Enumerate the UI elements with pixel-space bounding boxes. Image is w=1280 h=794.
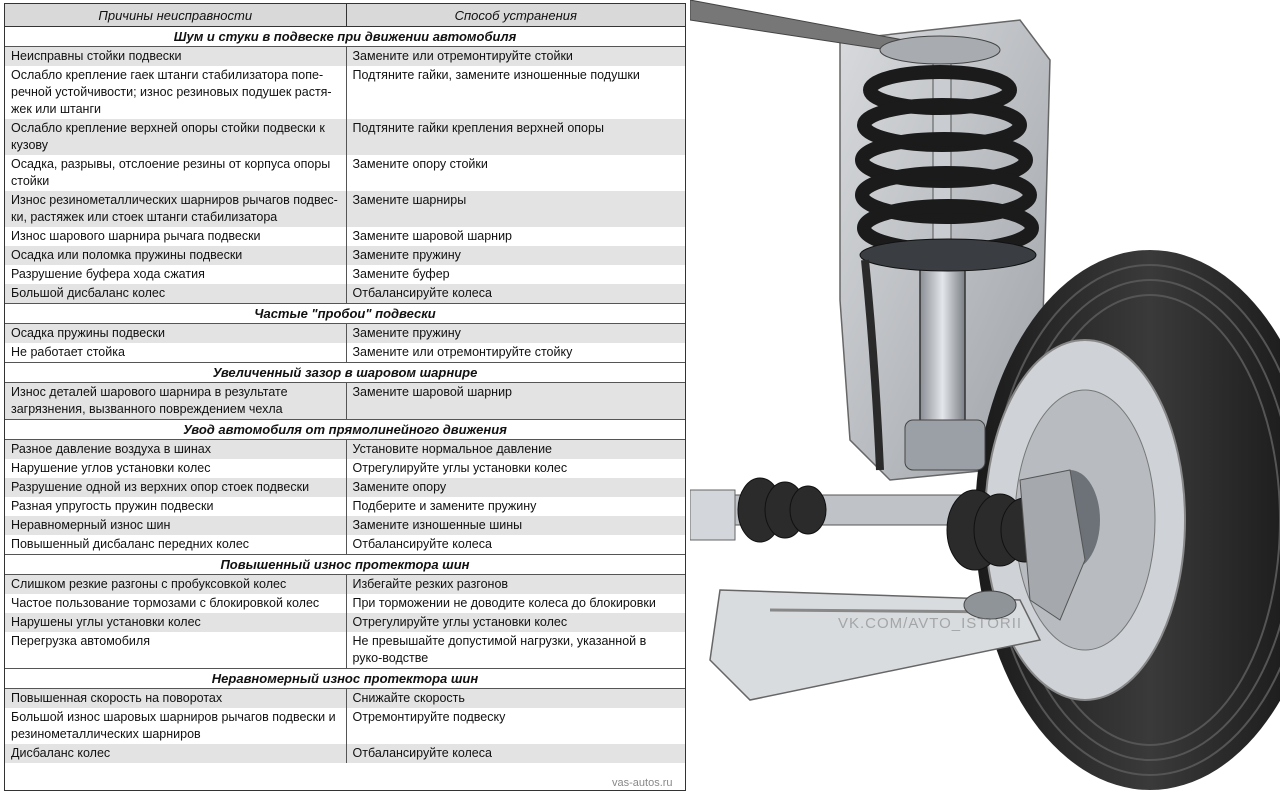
remedy-cell: Замените или отремонтируйте стойку: [346, 343, 685, 363]
remedy-cell: Подтяните гайки, замените изношенные подушки: [346, 66, 685, 119]
remedy-cell: Замените опору стойки: [346, 155, 685, 191]
table-row: [5, 343, 685, 363]
table-row: [5, 613, 685, 632]
cause-cell: Ослабло крепление гаек штанги стабилизатора попе-речной устойчивости; износ резиновых подушек растя-жек или штанги: [5, 66, 346, 119]
remedy-cell: Подберите и замените пружину: [346, 497, 685, 516]
remedy-cell: Замените пружину: [346, 324, 685, 344]
faults-table: [4, 3, 686, 791]
cause-cell: Осадка, разрывы, отслоение резины от корпуса опоры стойки: [5, 155, 346, 191]
cause-cell: Износ шарового шарнира рычага подвески: [5, 227, 346, 246]
table-row: [5, 516, 685, 535]
table-row: [5, 324, 685, 344]
table-row: [5, 440, 685, 460]
cause-cell: Повышенная скорость на поворотах: [5, 689, 346, 709]
cause-cell: Неисправны стойки подвески: [5, 47, 346, 67]
remedy-cell: Замените шаровой шарнир: [346, 227, 685, 246]
cause-cell: Разное давление воздуха в шинах: [5, 440, 346, 460]
table-row: [5, 191, 685, 227]
table-row: [5, 689, 685, 709]
table-row: [5, 459, 685, 478]
cause-cell: Нарушение углов установки колес: [5, 459, 346, 478]
cause-cell: Большой дисбаланс колес: [5, 284, 346, 304]
front-suspension-strut-and-wheel-icon: [690, 0, 1280, 794]
table-row: [5, 47, 685, 67]
table-row: [5, 265, 685, 284]
remedy-cell: Отбалансируйте колеса: [346, 535, 685, 555]
remedy-cell: Замените изношенные шины: [346, 516, 685, 535]
table-row: [5, 708, 685, 744]
table-row: [5, 497, 685, 516]
table-row: [5, 284, 685, 304]
table-header-row: [5, 4, 685, 27]
cause-cell: Слишком резкие разгоны с пробуксовкой колес: [5, 575, 346, 595]
cause-cell: Разрушение одной из верхних опор стоек подвески: [5, 478, 346, 497]
suspension-illustration: [690, 0, 1280, 794]
table-row: [5, 594, 685, 613]
table-row: [5, 744, 685, 763]
cause-cell: Ослабло крепление верхней опоры стойки подвески к кузову: [5, 119, 346, 155]
remedy-cell: Отрегулируйте углы установки колес: [346, 613, 685, 632]
section-row: [5, 304, 685, 324]
remedy-cell: Отрегулируйте углы установки колес: [346, 459, 685, 478]
cause-cell: Повышенный дисбаланс передних колес: [5, 535, 346, 555]
remedy-cell: Установите нормальное давление: [346, 440, 685, 460]
section-title: Неравномерный износ протектора шин: [5, 669, 685, 689]
cause-cell: Перегрузка автомобиля: [5, 632, 346, 669]
watermark-text: VK.COM/AVTO_ISTORII: [838, 615, 1023, 632]
table-row: [5, 478, 685, 497]
remedy-cell: Замените буфер: [346, 265, 685, 284]
remedy-cell: Подтяните гайки крепления верхней опоры: [346, 119, 685, 155]
section-row: [5, 555, 685, 575]
table-row: [5, 535, 685, 555]
source-credit: vas-autos.ru: [612, 777, 673, 789]
cause-cell: Дисбаланс колес: [5, 744, 346, 763]
remedy-cell: Не превышайте допустимой нагрузки, указанной в руко-водстве: [346, 632, 685, 669]
cause-cell: Износ деталей шарового шарнира в результате загрязнения, вызванного повреждением чехла: [5, 383, 346, 420]
section-row: [5, 669, 685, 689]
section-row: [5, 420, 685, 440]
cause-cell: Осадка или поломка пружины подвески: [5, 246, 346, 265]
remedy-cell: Замените опору: [346, 478, 685, 497]
cause-cell: Осадка пружины подвески: [5, 324, 346, 344]
remedy-cell: Замените или отремонтируйте стойки: [346, 47, 685, 67]
cause-cell: Большой износ шаровых шарниров рычагов подвески и резинометаллических шарниров: [5, 708, 346, 744]
section-title: Шум и стуки в подвеске при движении автомобиля: [5, 27, 685, 47]
remedy-cell: Замените пружину: [346, 246, 685, 265]
cause-cell: Разрушение буфера хода сжатия: [5, 265, 346, 284]
cause-cell: Разная упругость пружин подвески: [5, 497, 346, 516]
section-row: [5, 27, 685, 47]
remedy-cell: Отбалансируйте колеса: [346, 284, 685, 304]
section-title: Повышенный износ протектора шин: [5, 555, 685, 575]
column-header-remedies: Способ устранения: [346, 4, 685, 27]
table-row: [5, 119, 685, 155]
cause-cell: Не работает стойка: [5, 343, 346, 363]
remedy-cell: При торможении не доводите колеса до блокировки: [346, 594, 685, 613]
cause-cell: Нарушены углы установки колес: [5, 613, 346, 632]
cause-cell: Неравномерный износ шин: [5, 516, 346, 535]
table-row: [5, 632, 685, 669]
remedy-cell: Отбалансируйте колеса: [346, 744, 685, 763]
table-row: [5, 575, 685, 595]
table-row: [5, 227, 685, 246]
section-row: [5, 363, 685, 383]
table-row: [5, 155, 685, 191]
column-header-causes: Причины неисправности: [5, 4, 346, 27]
remedy-cell: Избегайте резких разгонов: [346, 575, 685, 595]
table-row: [5, 66, 685, 119]
cause-cell: Частое пользование тормозами с блокировкой колес: [5, 594, 346, 613]
table-row: [5, 383, 685, 420]
remedy-cell: Снижайте скорость: [346, 689, 685, 709]
remedy-cell: Замените шарниры: [346, 191, 685, 227]
cause-cell: Износ резинометаллических шарниров рычагов подвес-ки, растяжек или стоек штанги стабилизатора: [5, 191, 346, 227]
section-title: Увеличенный зазор в шаровом шарнире: [5, 363, 685, 383]
section-title: Увод автомобиля от прямолинейного движения: [5, 420, 685, 440]
section-title: Частые "пробои" подвески: [5, 304, 685, 324]
table-row: [5, 246, 685, 265]
remedy-cell: Замените шаровой шарнир: [346, 383, 685, 420]
remedy-cell: Отремонтируйте подвеску: [346, 708, 685, 744]
